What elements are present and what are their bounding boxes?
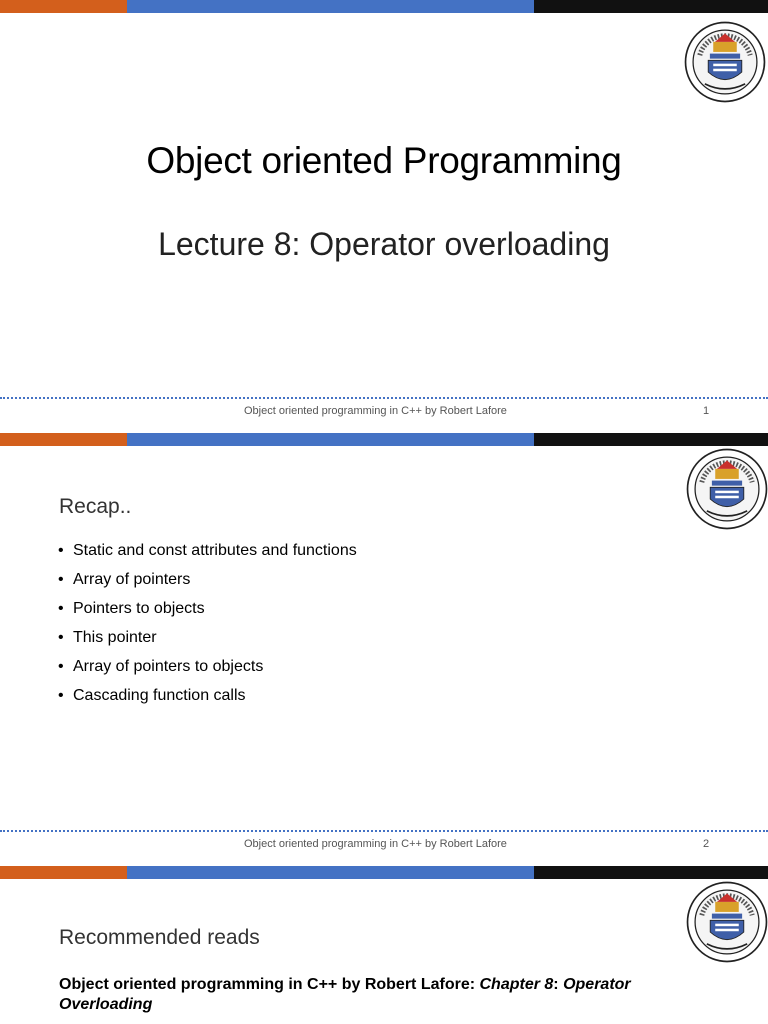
bullet-item: • This pointer bbox=[58, 627, 357, 656]
slide-top-bar bbox=[0, 0, 768, 13]
top-bar-orange-segment bbox=[0, 433, 127, 446]
slide-2 bbox=[0, 433, 768, 866]
recommended-read-text bbox=[59, 975, 699, 1015]
top-bar-orange-segment bbox=[0, 0, 127, 13]
slide-1 bbox=[0, 0, 768, 433]
university-seal-logo-icon bbox=[685, 880, 768, 964]
university-seal-logo-icon bbox=[683, 20, 767, 104]
slide-title: Object oriented Programming bbox=[146, 140, 622, 181]
top-bar-blue-segment bbox=[127, 0, 534, 13]
slide-top-bar bbox=[0, 433, 768, 446]
top-bar-blue-segment bbox=[127, 433, 534, 446]
footer-divider bbox=[0, 397, 768, 399]
top-bar-blue-segment bbox=[127, 866, 534, 879]
bullet-list bbox=[58, 540, 357, 714]
bullet-item: • Static and const attributes and functions bbox=[58, 540, 357, 569]
read-separator: : bbox=[553, 976, 564, 993]
university-seal-logo-icon bbox=[685, 447, 768, 531]
top-bar-orange-segment bbox=[0, 866, 127, 879]
top-bar-dark-segment bbox=[534, 866, 768, 879]
page-number: 1 bbox=[703, 405, 710, 417]
footer-divider bbox=[0, 830, 768, 832]
top-bar-dark-segment bbox=[534, 433, 768, 446]
slide-heading: Recommended reads bbox=[59, 926, 260, 949]
bullet-item: • Cascading function calls bbox=[58, 685, 357, 714]
slide-heading: Recap.. bbox=[59, 495, 132, 518]
slide-top-bar bbox=[0, 866, 768, 879]
read-chapter: Chapter 8 bbox=[479, 976, 554, 993]
read-prefix: Object oriented programming in C++ by Robert Lafore: bbox=[59, 976, 480, 993]
footer-text: Object oriented programming in C++ by Robert Lafore bbox=[244, 838, 507, 850]
bullet-item: • Array of pointers to objects bbox=[58, 656, 357, 685]
page-number: 2 bbox=[703, 838, 710, 850]
slide-subtitle: Lecture 8: Operator overloading bbox=[158, 226, 610, 262]
read-topic: Operator Overloading bbox=[59, 976, 631, 1013]
top-bar-dark-segment bbox=[534, 0, 768, 13]
bullet-item: • Pointers to objects bbox=[58, 598, 357, 627]
slide-3 bbox=[0, 866, 768, 1024]
footer-text: Object oriented programming in C++ by Robert Lafore bbox=[244, 405, 507, 417]
bullet-item: • Array of pointers bbox=[58, 569, 357, 598]
